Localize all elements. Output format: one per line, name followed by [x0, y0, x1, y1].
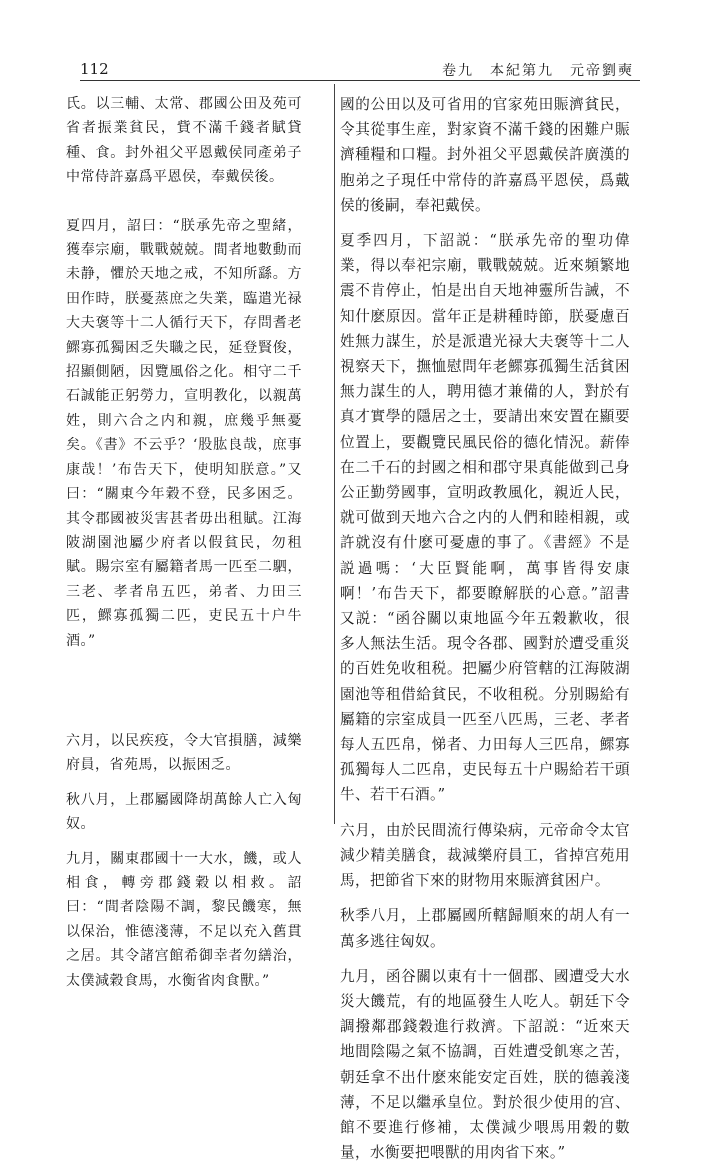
translation-paragraph: 秋季八月，上郡屬國所轄歸順來的胡人有一萬多逃往匈奴。 [340, 907, 630, 950]
translation-paragraph: 國的公田以及可省用的官家苑田賑濟貧民，令其從事生産，對家資不滿千錢的困難户賑濟種糧和口糧。封外祖父平恩戴侯許廣漢的胞弟之子現任中常侍的許嘉爲平恩侯，爲戴侯的後嗣，奉祀戴侯。 [340, 96, 630, 214]
header-rule [80, 80, 640, 81]
running-title: 卷九 本紀第九 元帝劉奭 [442, 63, 634, 79]
classical-paragraph: 夏四月，詔曰：“朕承先帝之聖緒，獲奉宗廟，戰戰兢兢。間者地數動而未静，懼於天地之戒，不知所繇。方田作時，朕憂蒸庶之失業，臨遣光禄大夫褒等十二人循行天下，存問耆老鰥寡孤獨困乏失職之民，延登賢俊，招顯側陋，因覽風俗之化。相守二千石誠能正躬勞力，宣明教化，以親萬姓，則六合之内和親，庶幾乎無憂矣。《書》不云乎？‘股肱良哉，庶事康哉！’布告天下，使明知朕意。”又曰：“關東今年穀不登，民多困乏。其令郡國被災害甚者毋出租賦。江海陂湖園池屬少府者以假貧民，勿租賦。賜宗室有屬籍者馬一匹至二駟，三老、孝者帛五匹，弟者、力田三匹，鰥寡孤獨二匹，吏民五十户牛酒。” [66, 217, 302, 649]
translation-column [340, 92, 630, 1175]
page-number: 112 [80, 60, 109, 78]
page-header [80, 58, 640, 80]
classical-paragraph: 九月，關東郡國十一大水，饑，或人相食，轉旁郡錢穀以相救。詔曰：“間者陰陽不調，黎民饑寒，無以保治，惟德淺薄，不足以充入舊貫之居。其令諸宫館希御幸者勿繕治，太僕減穀食馬，水衡省肉食獸。” [66, 850, 302, 989]
classical-text-column [66, 92, 302, 1003]
classical-paragraph: 秋八月，上郡屬國降胡萬餘人亡入匈奴。 [66, 791, 302, 833]
translation-paragraph: 六月，由於民間流行傳染病，元帝命令太官減少精美膳食，裁減樂府員工，省掉宫苑用馬，把節省下來的財物用來賑濟貧困户。 [340, 821, 630, 890]
classical-paragraph: 氏。以三輔、太常、郡國公田及苑可省者振業貧民，貲不滿千錢者賦貸種、食。封外祖父平恩戴侯同產弟子中常侍許嘉爲平恩侯，奉戴侯後。 [66, 96, 302, 186]
translation-paragraph: 九月，函谷關以東有十一個郡、國遭受大水災大饑荒，有的地區發生人吃人。朝廷下令調撥鄰郡錢穀進行救濟。下詔説：“近來天地間陰陽之氣不協調，百姓遭受飢寒之苦，朝廷拿不出什麽來能安定百姓，朕的德義淺薄，不足以繼承皇位。對於很少使用的宫、館不要進行修補，太僕減少喂馬用穀的數量，水衡要把喂獸的用肉省下來。” [340, 967, 630, 1162]
column-divider [334, 84, 335, 824]
translation-paragraph: 夏季四月，下詔説：“朕承先帝的聖功偉業，得以奉祀宗廟，戰戰兢兢。近來頻繁地震不肯停止，怕是出自天地神靈所告誡，不知什麽原因。當年正是耕種時節，朕憂慮百姓無力謀生，於是派遣光禄大夫褒等十二人視察天下，撫恤慰問年老鰥寡孤獨生活貧困無力謀生的人，聘用德才兼備的人，對於有真才實學的隱居之士，要請出來安置在顯要位置上，要觀覽民風民俗的德化情況。薪俸在二千石的封國之相和郡守果真能做到己身公正勤勞國事，宣明政教風化，親近人民，就可做到天地六合之内的人們和睦相親，或許就沒有什麽可憂慮的事了。《書經》不是説過嗎：‘大臣賢能啊，萬事皆得安康啊！’布告天下，都要瞭解朕的心意。”詔書又説：“函谷關以東地區今年五穀歉收，很多人無法生活。現令各郡、國對於遭受重災的百姓免收租税。把屬少府管轄的江海陂湖園池等租借給貧民，不收租税。分别賜給有屬籍的宗室成員一匹至八匹馬，三老、孝者每人五匹帛，悌者、力田每人三匹帛，鰥寡孤獨每人二匹帛，吏民每五十户賜給若干頭牛、若干石酒。” [340, 232, 630, 804]
classical-paragraph: 六月，以民疾疫，令大官損膳，減樂府員，省苑馬，以振困乏。 [66, 732, 302, 774]
